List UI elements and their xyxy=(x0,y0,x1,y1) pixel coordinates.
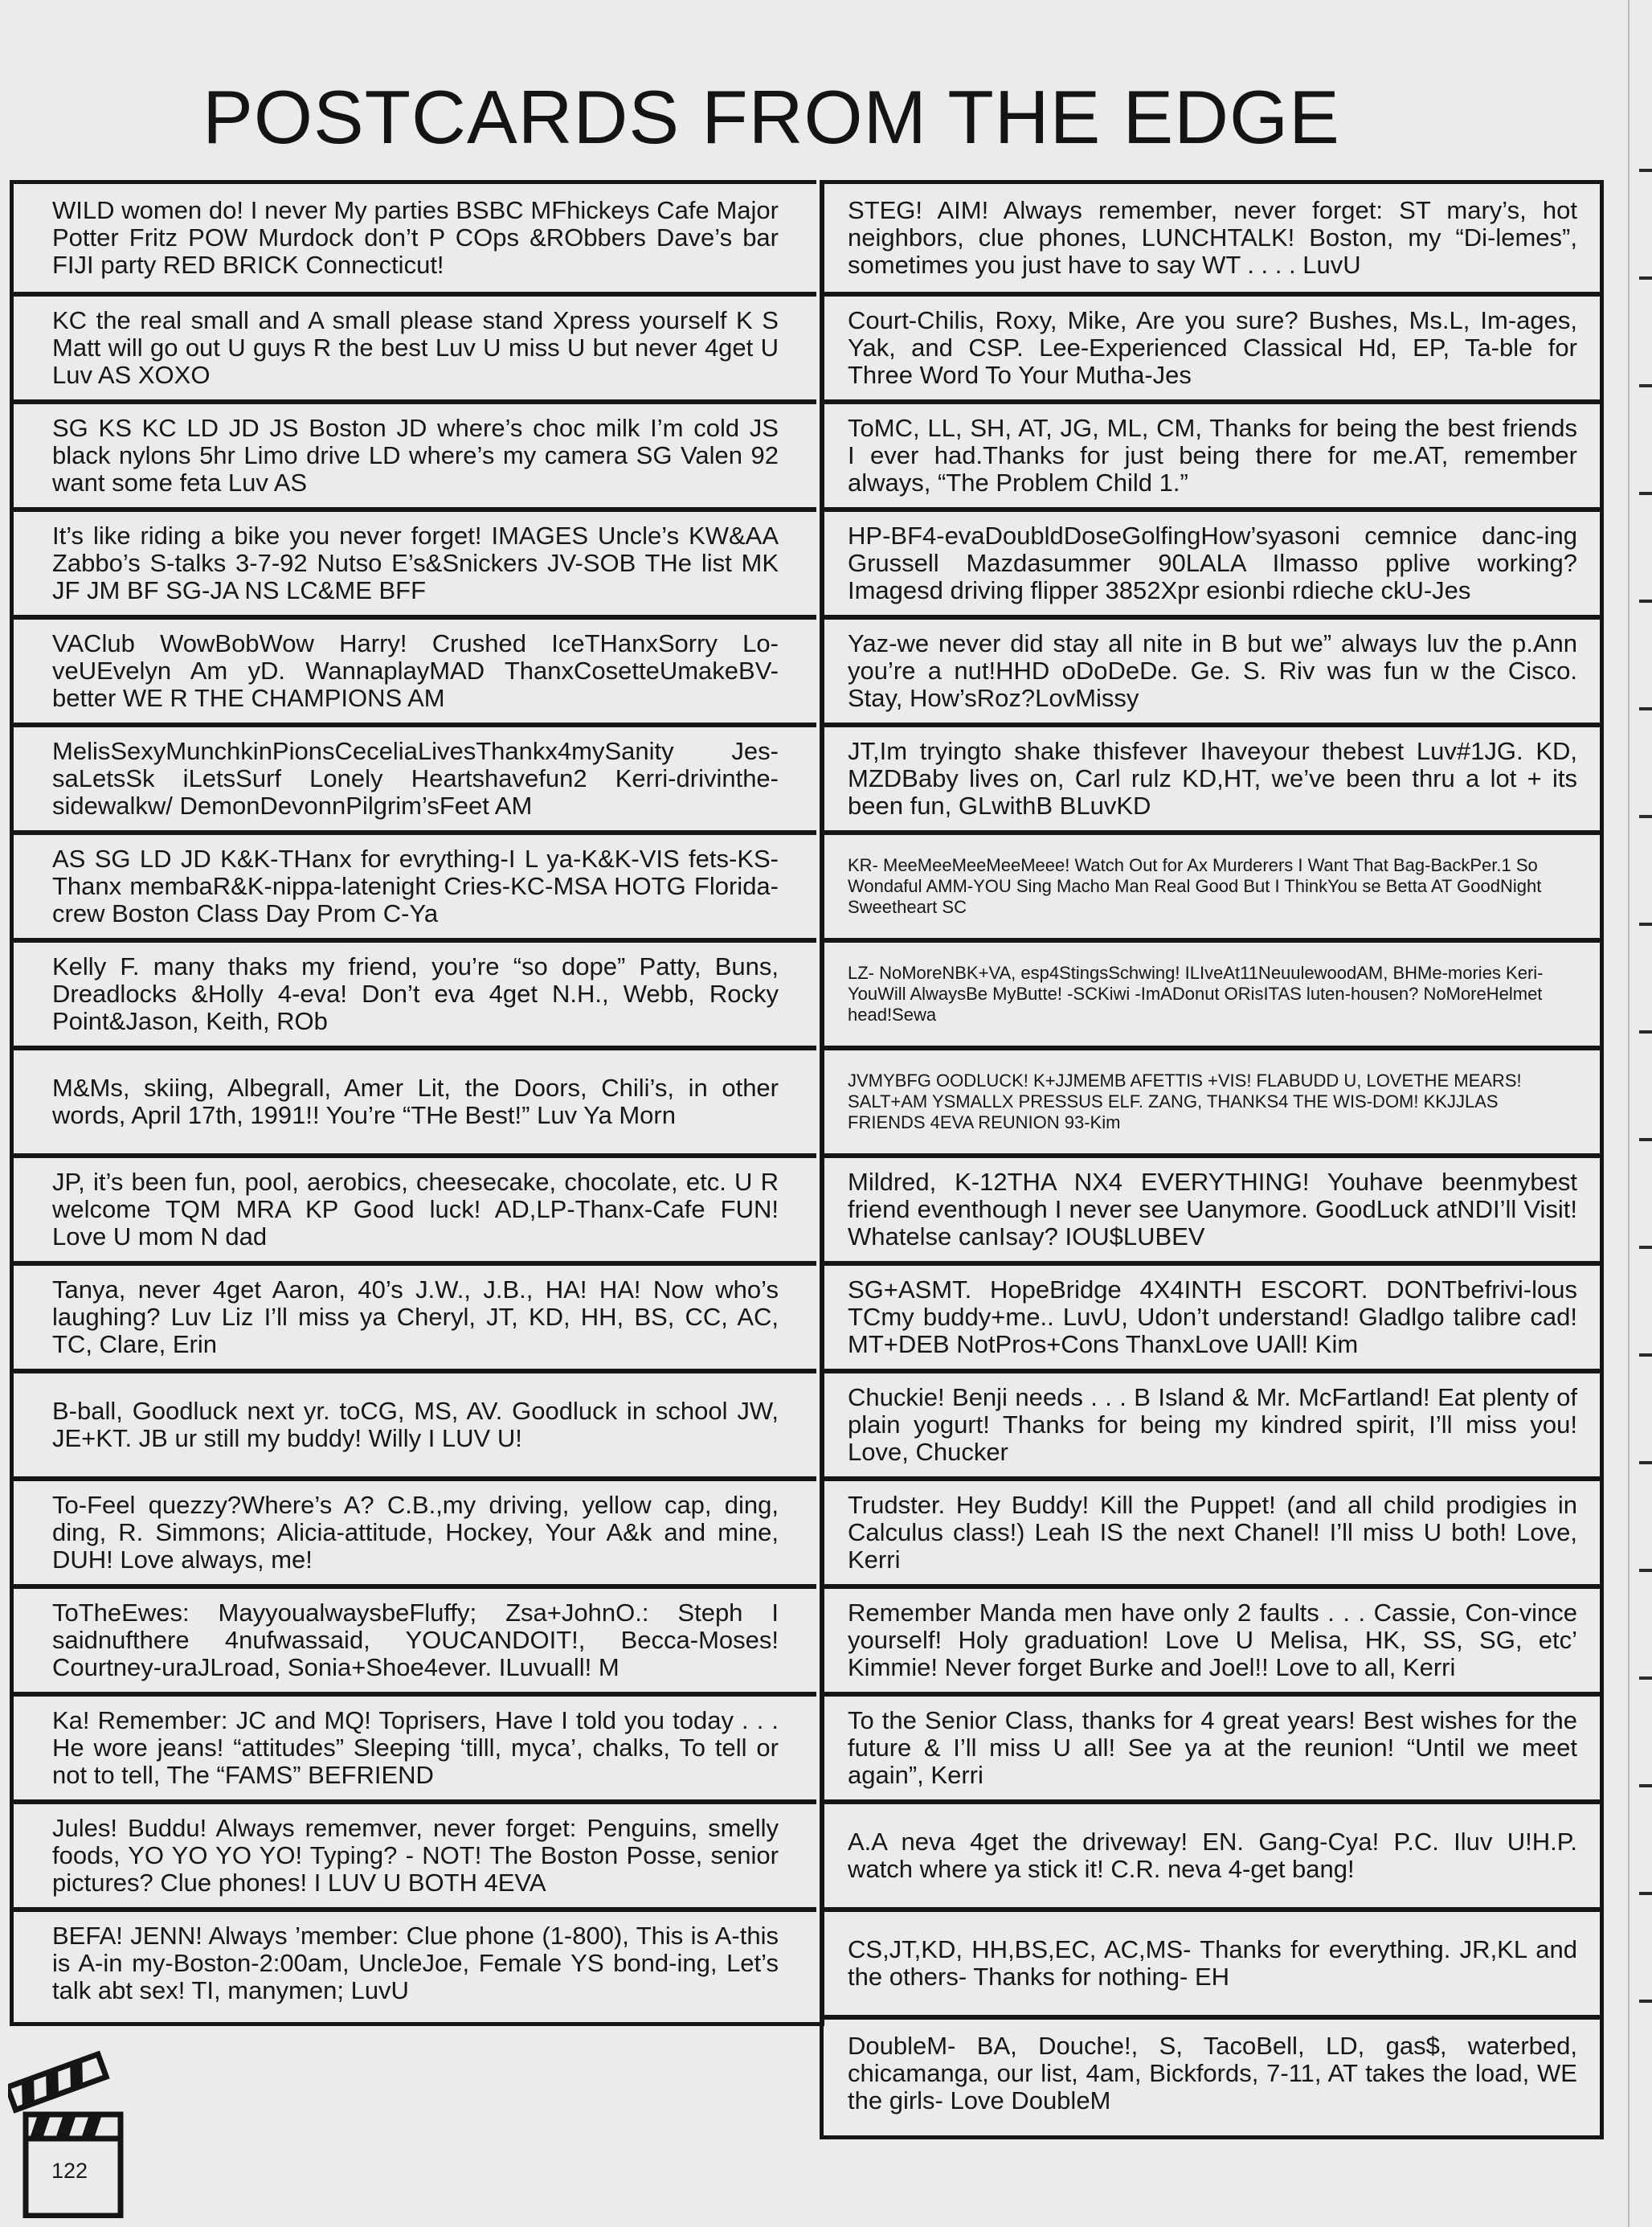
postcard-text: CS,JT,KD, HH,BS,EC, AC,MS- Thanks for everything. JR,KL and the others- Thanks for nothing- EH xyxy=(848,1935,1577,1991)
postcard-text: KC the real small and A small please stand Xpress yourself K S Matt will go out U guys R the best Luv U miss U but never 4get U Luv AS XOXO xyxy=(52,306,779,389)
postcard xyxy=(824,1476,1600,1584)
postcard-text: SG+ASMT. HopeBridge 4X4INTH ESCORT. DONTbefrivi-lous TCmy buddy+me.. LuvU, Udon’t understand! Gladlgo talibre cad! MT+DEB NotPros+Cons ThanxLove UAll! Kim xyxy=(848,1275,1577,1358)
postcard xyxy=(14,399,820,507)
postcard-text: LZ- NoMoreNBK+VA, esp4StingsSchwing! ILIveAt11NeuulewoodAM, BHMe-mories Keri-YouWill AlwaysBe MyButte! -SCKiwi -ImADonut ORisITAS luten-housen? NoMoreHelmet head!Sewa xyxy=(848,963,1544,1025)
postcard xyxy=(824,723,1600,830)
postcard-text: JT,Im tryingto shake thisfever Ihaveyour thebest Luv#1JG. KD, MZDBaby lives on, Carl rulz KD,HT, we’ve been thru a lot + its been fun, GLwithB BLuvKD xyxy=(848,737,1577,820)
postcard-text: ToTheEwes: MayyoualwaysbeFluffy; Zsa+JohnO.: Steph I saidnufthere 4nufwassaid, YOUCANDOIT!, Becca-Moses! Courtney-uraJLroad, Sonia+Shoe4ever. ILuvuall! M xyxy=(52,1599,779,1681)
postcard-text: Ka! Remember: JC and MQ! Toprisers, Have I told you today . . . He wore jeans! “attitudes” Sleeping ‘tilll, myca’, chalks, To tell or not to tell, The “FAMS” BEFRIEND xyxy=(52,1706,779,1789)
postcard xyxy=(14,1584,820,1692)
postcard xyxy=(824,1799,1600,1907)
postcard-text: ToMC, LL, SH, AT, JG, ML, CM, Thanks for being the best friends I ever had.Thanks for just being there for me.AT, remember always, “The Problem Child 1.” xyxy=(848,414,1577,497)
postcard xyxy=(824,1692,1600,1799)
postcard xyxy=(14,292,820,399)
postcard xyxy=(14,830,820,938)
postcard-text: HP-BF4-evaDoubldDoseGolfingHow’syasoni cemnice danc-ing Grussell Mazdasummer 90LALA Ilmasso pplive working? Imagesd driving flipper 3852Xpr esionbi rdieche ckU-Jes xyxy=(848,522,1577,604)
postcard xyxy=(14,938,820,1046)
page-number: 122 xyxy=(51,2159,88,2183)
postcard-text: A.A neva 4get the driveway! EN. Gang-Cya! P.C. Iluv U!H.P. watch where ya stick it! C.R. neva 4-get bang! xyxy=(848,1828,1577,1883)
right-postcard-column xyxy=(820,180,1604,2139)
postcard xyxy=(14,184,820,292)
postcard xyxy=(14,507,820,615)
postcard-text: Tanya, never 4get Aaron, 40’s J.W., J.B., HA! HA! Now who’s laughing? Luv Liz I’ll miss ya Cheryl, JT, KD, HH, BS, CC, AC, TC, Clare, Erin xyxy=(52,1275,779,1358)
postcard xyxy=(824,2015,1600,2127)
postcard xyxy=(14,723,820,830)
postcard xyxy=(824,1584,1600,1692)
postcard xyxy=(824,292,1600,399)
postcard-text: SG KS KC LD JD JS Boston JD where’s choc milk I’m cold JS black nylons 5hr Limo drive LD where’s my camera SG Valen 92 want some feta Luv AS xyxy=(52,414,779,497)
left-postcard-column xyxy=(10,180,824,2026)
postcard-text: KR- MeeMeeMeeMeeMeee! Watch Out for Ax Murderers I Want That Bag-BackPer.1 So Wondaful AMM-YOU Sing Macho Man Real Good But I ThinkYou se Betta AT GoodNight Sweetheart SC xyxy=(848,855,1542,917)
postcard xyxy=(824,1153,1600,1261)
postcard xyxy=(824,1907,1600,2015)
postcard-text: Kelly F. many thaks my friend, you’re “so dope” Patty, Buns, Dreadlocks &Holly 4-eva! Don’t eva 4get N.H., Webb, Rocky Point&Jason, Keith, ROb xyxy=(52,952,779,1035)
postcard xyxy=(824,184,1600,292)
postcard xyxy=(14,615,820,723)
postcard-text: M&Ms, skiing, Albegrall, Amer Lit, the Doors, Chili’s, in other words, April 17th, 1991!! You’re “THe Best!” Luv Ya Morn xyxy=(52,1074,779,1129)
postcard-text: Trudster. Hey Buddy! Kill the Puppet! (and all child prodigies in Calculus class!) Leah IS the next Chanel! I’ll miss U both! Love, Kerri xyxy=(848,1491,1577,1574)
clapperboard-icon xyxy=(8,2045,129,2218)
postcard-text: Yaz-we never did stay all nite in B but we” always luv the p.Ann you’re a nut!HHD oDoDeDe. Ge. S. Riv was fun w the Cisco. Stay, How’sRoz?LovMissy xyxy=(848,629,1577,712)
postcard xyxy=(824,1046,1600,1153)
postcard-text: BEFA! JENN! Always ’member: Clue phone (1-800), This is A-this is A-in my-Boston-2:00am, UncleJoe, Female YS bond-ing, Let’s talk abt sex! TI, manymen; LuvU xyxy=(52,1921,779,2004)
postcard-text: JP, it’s been fun, pool, aerobics, cheesecake, chocolate, etc. U R welcome TQM MRA KP Good luck! AD,LP-Thanx-Cafe FUN! Love U mom N dad xyxy=(52,1168,779,1251)
postcard-text: Remember Manda men have only 2 faults . . . Cassie, Con-vince yourself! Holy graduation! Love U Melisa, HK, SS, SG, etc’ Kimmie! Never forget Burke and Joel!! Love to all, Kerri xyxy=(848,1599,1577,1681)
postcard xyxy=(824,830,1600,938)
postcard xyxy=(14,1799,820,1907)
postcard-text: It’s like riding a bike you never forget! IMAGES Uncle’s KW&AA Zabbo’s S-talks 3-7-92 Nutso E’s&Snickers JV-SOB THe list MK JF JM BF SG-JA NS LC&ME BFF xyxy=(52,522,779,604)
postcard-text: STEG! AIM! Always remember, never forget: ST mary’s, hot neighbors, clue phones, LUNCHTALK! Boston, my “Di-lemes”, sometimes you just have to say WT . . . . LuvU xyxy=(848,196,1577,279)
page-edge-line xyxy=(1628,0,1630,2227)
postcard-text: MelisSexyMunchkinPionsCeceliaLivesThankx4mySanity Jes-saLetsSk iLetsSurf Lonely Heartshavefun2 Kerri-drivinthe-sidewalkw/ DemonDevonnPilgrim’sFeet AM xyxy=(52,737,779,820)
postcard xyxy=(824,938,1600,1046)
postcard-text: AS SG LD JD K&K-THanx for evrything-I L ya-K&K-VIS fets-KS-Thanx membaR&K-nippa-latenight Cries-KC-MSA HOTG Florida-crew Boston Class Day Prom C-Ya xyxy=(52,845,779,927)
postcard-text: Jules! Buddu! Always rememver, never forget: Penguins, smelly foods, YO YO YO YO! Typing? - NOT! The Boston Posse, senior pictures? Clue phones! I LUV U BOTH 4EVA xyxy=(52,1814,779,1897)
postcard-text: To-Feel quezzy?Where’s A? C.B.,my driving, yellow cap, ding, ding, R. Simmons; Alicia-attitude, Hockey, Your A&k and mine, DUH! Love always, me! xyxy=(52,1491,779,1574)
postcard xyxy=(14,1046,820,1153)
postcard-text: Mildred, K-12THA NX4 EVERYTHING! Youhave beenmybest friend eventhough I never see Uanymore. GoodLuck atNDI’ll Visit! Whatelse canIsay? IOU$LUBEV xyxy=(848,1168,1577,1251)
page-title: POSTCARDS FROM THE EDGE xyxy=(202,75,1340,159)
postcard-text: JVMYBFG OODLUCK! K+JJMEMB AFETTIS +VIS! FLABUDD U, LOVETHE MEARS! SALT+AM YSMALLX PRESSUS ELF. ZANG, THANKS4 THE WIS-DOM! KKJJLAS FRIENDS 4EVA REUNION 93-Kim xyxy=(848,1071,1522,1132)
postcard xyxy=(824,1261,1600,1369)
postcard xyxy=(824,507,1600,615)
postcard-text: DoubleM- BA, Douche!, S, TacoBell, LD, gas$, waterbed, chicamanga, our list, 4am, Bickfords, 7-11, AT takes the load, WE the girls- Love DoubleM xyxy=(848,2032,1577,2114)
postcard xyxy=(14,1153,820,1261)
postcard-text: B-ball, Goodluck next yr. toCG, MS, AV. Goodluck in school JW, JE+KT. JB ur still my buddy! Willy I LUV U! xyxy=(52,1397,779,1452)
postcard-text: Court-Chilis, Roxy, Mike, Are you sure? Bushes, Ms.L, Im-ages, Yak, and CSP. Lee-Experienced Classical Hd, EP, Ta-ble for Three Word To Your Mutha-Jes xyxy=(848,306,1577,389)
postcard xyxy=(14,1261,820,1369)
postcard xyxy=(14,1369,820,1476)
postcard xyxy=(824,615,1600,723)
postcard xyxy=(824,399,1600,507)
adjacent-page-edge xyxy=(1639,169,1652,2033)
postcard-text: VAClub WowBobWow Harry! Crushed IceTHanxSorry Lo-veUEvelyn Am yD. WannaplayMAD ThanxCosetteUmakeBV-better WE R THE CHAMPIONS AM xyxy=(52,629,779,712)
postcard xyxy=(824,1369,1600,1476)
postcard xyxy=(14,1907,820,2014)
postcard xyxy=(14,1692,820,1799)
postcard xyxy=(14,1476,820,1584)
postcard-text: Chuckie! Benji needs . . . B Island & Mr. McFartland! Eat plenty of plain yogurt! Thanks for being my kindred spirit, I’ll miss you! Love, Chucker xyxy=(848,1383,1577,1466)
postcard-text: WILD women do! I never My parties BSBC MFhickeys Cafe Major Potter Fritz POW Murdock don’t P COps &RObbers Dave’s bar FIJI party RED BRICK Connecticut! xyxy=(52,196,779,279)
postcard-text: To the Senior Class, thanks for 4 great years! Best wishes for the future & I’ll miss U all! See ya at the reunion! “Until we meet again”, Kerri xyxy=(848,1706,1577,1789)
